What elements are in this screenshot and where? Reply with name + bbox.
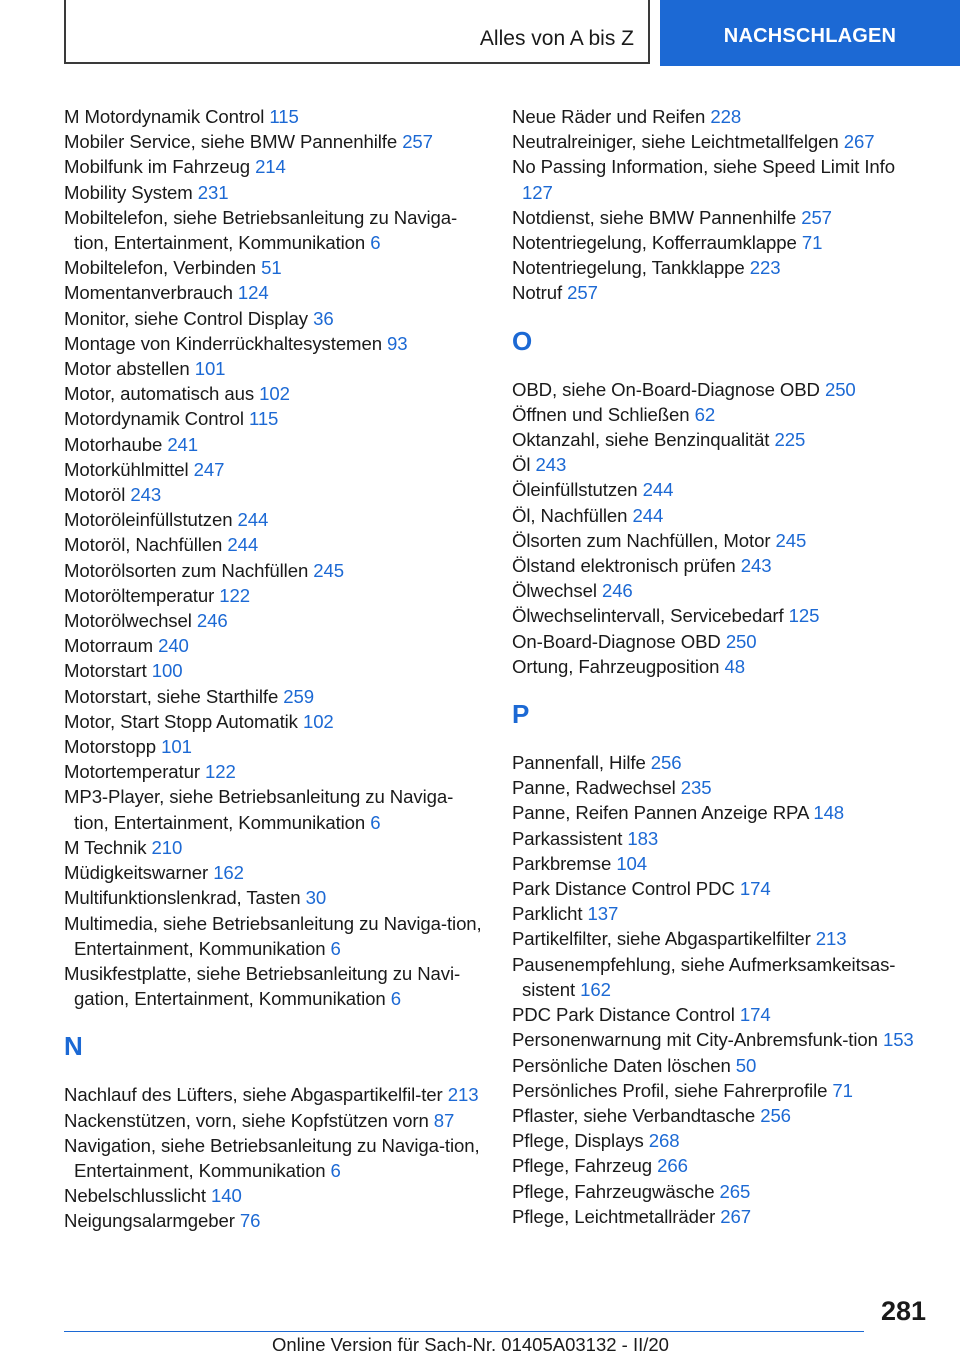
header-divider	[648, 0, 650, 64]
index-entry	[512, 230, 930, 255]
index-entry-text: Nackenstützen, vorn, siehe Kopfstützen vorn	[64, 1109, 429, 1131]
page-link[interactable]: 100	[151, 660, 183, 682]
index-entry-text: Mobilfunk im Fahrzeug	[64, 156, 250, 178]
page-link[interactable]: 267	[720, 1205, 751, 1227]
index-entry	[512, 553, 930, 578]
page-link[interactable]: 241	[167, 433, 199, 455]
index-entry-text: Mobiler Service, siehe BMW Pannenhilfe	[64, 131, 398, 153]
index-entry	[512, 129, 930, 154]
page-link[interactable]: 223	[749, 257, 781, 279]
index-entry-text: Nachlauf des Lüfters, siehe Abgaspartikelfil-ter	[64, 1084, 443, 1106]
index-entry	[512, 280, 930, 305]
page-link[interactable]: 71	[801, 232, 823, 254]
index-entry	[64, 583, 482, 608]
page-link[interactable]: 101	[194, 358, 226, 380]
index-entry	[512, 205, 930, 230]
index-entry	[512, 800, 930, 825]
index-entry-text: Navigation, siehe Betriebsanleitung zu Naviga-tion, Entertainment, Kommunikation	[64, 1134, 480, 1181]
index-entry-text: Neutralreiniger, siehe Leichtmetallfelgen	[512, 131, 839, 153]
page-link[interactable]: 266	[657, 1155, 688, 1177]
index-entry-text: Pannenfall, Hilfe	[512, 752, 646, 774]
chapter-tab-label: NACHSCHLAGEN	[723, 24, 897, 47]
index-entry-text: Motorstopp	[64, 736, 157, 758]
index-entry-text: Öleinfüllstutzen	[512, 479, 638, 501]
page-link[interactable]: 256	[650, 752, 682, 774]
page-link[interactable]: 257	[567, 282, 598, 304]
chapter-tab[interactable]	[660, 0, 960, 66]
page-link[interactable]: 36	[313, 307, 334, 329]
index-entry-text: Oktanzahl, siehe Benzinqualität	[512, 429, 770, 451]
page-link[interactable]: 256	[760, 1104, 791, 1126]
index-entry-text: Monitor, siehe Control Display	[64, 307, 308, 329]
page-link[interactable]: 243	[740, 555, 772, 577]
index-entry	[512, 654, 930, 679]
index-entry	[512, 629, 930, 654]
index-entry	[64, 482, 482, 507]
index-entry-text: Musikfestplatte, siehe Betriebsanleitung zu Navi-gation, Entertainment, Kommunikation	[64, 962, 461, 1010]
page-link[interactable]: 267	[843, 131, 875, 153]
index-entry-text: Mobility System	[64, 181, 193, 203]
index-entry-text: Neue Räder und Reifen	[512, 106, 706, 127]
page-link[interactable]: 115	[248, 408, 279, 430]
page-link[interactable]: 51	[261, 257, 282, 279]
index-entry-text: Motor, automatisch aus	[64, 383, 255, 405]
index-entry	[512, 104, 930, 129]
page-link[interactable]: 240	[158, 635, 189, 657]
index-entry	[64, 734, 482, 759]
index-entry-text: Motoröl, Nachfüllen	[64, 534, 223, 556]
index-entry	[64, 432, 482, 457]
page-link[interactable]: 210	[151, 836, 183, 858]
index-entry	[512, 1204, 930, 1229]
page-link[interactable]: 257	[801, 206, 832, 228]
page-link[interactable]: 243	[130, 484, 162, 506]
page-link[interactable]: 148	[813, 802, 845, 824]
index-entry	[512, 1179, 930, 1204]
index-entry-text: Motorraum	[64, 635, 153, 657]
index-entry	[64, 507, 482, 532]
index-entry-text: Mobiltelefon, Verbinden	[64, 257, 257, 279]
index-entry	[64, 759, 482, 784]
index-entry	[512, 851, 930, 876]
index-entry-text: Pflege, Leichtmetallräder	[512, 1205, 716, 1227]
index-entry	[64, 608, 482, 633]
page-link[interactable]: 6	[370, 811, 381, 833]
index-entry	[64, 911, 482, 961]
index-entry-text: Motorstart	[64, 660, 147, 682]
index-entry-text: No Passing Information, siehe Speed Limit Info	[512, 156, 895, 178]
page-link[interactable]: 235	[680, 777, 712, 799]
footer-text: Online Version für Sach-Nr. 01405A03132 - II/20	[272, 1334, 669, 1355]
index-entry	[512, 1103, 930, 1128]
page-link[interactable]: 213	[447, 1084, 479, 1106]
index-entry-text: Öl	[512, 454, 531, 476]
page-link[interactable]: 50	[735, 1054, 757, 1076]
page-link[interactable]: 153	[882, 1029, 914, 1051]
index-entry	[512, 901, 930, 926]
page-link[interactable]: 268	[648, 1130, 680, 1152]
page-link[interactable]: 246	[196, 610, 228, 632]
page-link[interactable]: 115	[269, 106, 299, 127]
page-link[interactable]: 122	[205, 761, 236, 783]
page-link[interactable]: 76	[239, 1210, 261, 1232]
index-entry	[512, 1153, 930, 1178]
index-entry	[512, 750, 930, 775]
index-entry-text: Notruf	[512, 282, 563, 304]
index-entry	[64, 381, 482, 406]
index-entry-text: OBD, siehe On-Board-Diagnose OBD	[512, 378, 820, 400]
index-entry	[64, 885, 482, 910]
index-entry-text: Motorstart, siehe Starthilfe	[64, 685, 279, 707]
index-entry-text: Motorkühlmittel	[64, 458, 189, 480]
page-link[interactable]: 102	[259, 383, 290, 405]
index-entry	[512, 427, 930, 452]
index-entry	[64, 1108, 482, 1133]
index-entry-text: Parklicht	[512, 903, 583, 925]
index-entry	[512, 775, 930, 800]
index-entry-text: Notentriegelung, Kofferraumklappe	[512, 232, 797, 254]
index-entry	[64, 406, 482, 431]
index-entry-text: Motorölwechsel	[64, 610, 192, 632]
index-entry-text: Motorölsorten zum Nachfüllen	[64, 559, 309, 581]
page-link[interactable]: 6	[330, 937, 341, 959]
index-entry	[512, 926, 930, 951]
index-entry-text: Neigungsalarmgeber	[64, 1210, 235, 1232]
index-entry	[64, 331, 482, 356]
page-link[interactable]: 124	[237, 282, 269, 304]
index-entry	[512, 477, 930, 502]
page-link[interactable]: 102	[302, 710, 334, 732]
index-entry-text: Parkbremse	[512, 852, 612, 874]
index-entry	[64, 961, 482, 1011]
index-entry	[64, 835, 482, 860]
index-entry	[64, 306, 482, 331]
index-letter-heading: P	[512, 699, 530, 730]
page-link[interactable]: 6	[390, 988, 401, 1010]
page-link[interactable]: 250	[824, 378, 856, 400]
page-link[interactable]: 162	[213, 862, 244, 884]
index-entry-text: Motortemperatur	[64, 761, 200, 783]
page-link[interactable]: 244	[632, 504, 664, 526]
index-entry-text: Motor, Start Stopp Automatik	[64, 710, 298, 732]
page-link[interactable]: 225	[774, 429, 806, 451]
page-link[interactable]: 213	[815, 928, 847, 950]
page-link[interactable]: 214	[255, 156, 286, 178]
index-entry	[512, 255, 930, 280]
index-entry-text: Ölwechsel	[512, 580, 597, 602]
index-entry	[512, 503, 930, 528]
index-entry-text: Mobiltelefon, siehe Betriebsanleitung zu Naviga-tion, Entertainment, Kommunikation	[64, 206, 458, 254]
index-entry-text: Personenwarnung mit City-Anbremsfunk-tion	[512, 1029, 878, 1051]
index-entry-text: Partikelfilter, siehe Abgaspartikelfilter	[512, 928, 811, 950]
page-link[interactable]: 6	[330, 1159, 341, 1181]
index-column-left	[64, 104, 482, 1234]
page-link[interactable]: 48	[724, 655, 745, 677]
index-entry	[64, 356, 482, 381]
page-link[interactable]: 246	[601, 580, 633, 602]
page-link[interactable]: 259	[283, 685, 315, 707]
index-entry	[64, 255, 482, 280]
index-entry	[64, 1183, 482, 1208]
index-entry-text: Müdigkeitswarner	[64, 862, 209, 884]
index-entry	[64, 709, 482, 734]
page-link[interactable]: 245	[775, 529, 807, 551]
page-link[interactable]: 183	[627, 827, 659, 849]
index-entry-text: Motor abstellen	[64, 358, 190, 380]
page-link[interactable]: 231	[197, 181, 229, 203]
index-entry-text: Motoröl	[64, 484, 126, 506]
index-entry	[512, 154, 930, 204]
page-link[interactable]: 228	[710, 106, 742, 127]
index-entry-text: On-Board-Diagnose OBD	[512, 630, 721, 652]
index-entry-text: Momentanverbrauch	[64, 282, 233, 304]
page-number: 281	[880, 1296, 926, 1326]
page-link[interactable]: 174	[739, 878, 771, 900]
page-link[interactable]: 250	[725, 630, 757, 652]
index-entry	[512, 1053, 930, 1078]
index-entry-text: Ortung, Fahrzeugposition	[512, 655, 720, 677]
page-link[interactable]: 244	[237, 509, 269, 531]
page-link[interactable]: 30	[305, 887, 327, 909]
index-entry-text: Multifunktionslenkrad, Tasten	[64, 887, 301, 909]
page-link[interactable]: 245	[313, 559, 345, 581]
index-entry	[512, 1002, 930, 1027]
index-entry-text: Notdienst, siehe BMW Pannenhilfe	[512, 206, 797, 228]
index-entry	[64, 205, 482, 255]
index-letter-heading: O	[512, 325, 533, 356]
index-letter-heading: N	[64, 1031, 83, 1062]
page-link[interactable]: 101	[161, 736, 192, 758]
index-entry-text: Öffnen und Schließen	[512, 403, 690, 425]
page-link[interactable]: 140	[211, 1185, 242, 1207]
page-link[interactable]: 127	[522, 181, 553, 203]
index-entry-text: Motoröleinfüllstutzen	[64, 509, 233, 531]
index-entry-text: Pflaster, siehe Verbandtasche	[512, 1104, 756, 1126]
index-entry	[64, 684, 482, 709]
page-link[interactable]: 137	[587, 903, 619, 925]
index-entry-text: Ölstand elektronisch prüfen	[512, 555, 736, 577]
index-entry	[512, 876, 930, 901]
index-entry	[512, 1078, 930, 1103]
page-link[interactable]: 244	[642, 479, 674, 501]
index-entry	[64, 1208, 482, 1233]
index-entry	[512, 528, 930, 553]
index-entry-text: Pflege, Fahrzeugwäsche	[512, 1180, 715, 1202]
index-entry	[64, 457, 482, 482]
index-entry	[64, 1082, 482, 1107]
index-entry-text: Nebelschlusslicht	[64, 1185, 206, 1207]
index-entry-text: Pflege, Fahrzeug	[512, 1155, 653, 1177]
index-entry	[512, 578, 930, 603]
page-link[interactable]: 87	[433, 1109, 455, 1131]
page-link[interactable]: 62	[694, 403, 716, 425]
index-entry-text: MP3-Player, siehe Betriebsanleitung zu Naviga-tion, Entertainment, Kommunikation	[64, 786, 454, 833]
index-column-right	[512, 104, 930, 1229]
index-entry-text: Panne, Radwechsel	[512, 777, 676, 799]
index-entry	[512, 452, 930, 477]
index-entry	[64, 180, 482, 205]
index-entry-text: Multimedia, siehe Betriebsanleitung zu Naviga-tion, Entertainment, Kommunikation	[64, 912, 482, 959]
page-link[interactable]: 71	[832, 1079, 853, 1101]
index-entry-text: Persönliche Daten löschen	[512, 1054, 731, 1076]
index-entry	[64, 860, 482, 885]
header-left-border	[64, 0, 66, 64]
index-entry-text: Parkassistent	[512, 827, 623, 849]
page-link[interactable]: 162	[580, 978, 611, 1000]
index-entry-text: Pflege, Displays	[512, 1130, 644, 1152]
page-link[interactable]: 174	[739, 1004, 771, 1026]
index-entry	[512, 402, 930, 427]
page-link[interactable]: 93	[387, 332, 408, 354]
index-entry	[64, 1133, 482, 1183]
index-entry	[64, 784, 482, 834]
index-entry-text: Motorhaube	[64, 433, 163, 455]
index-entry-text: Montage von Kinderrückhaltesystemen	[64, 332, 382, 354]
index-entry	[64, 658, 482, 683]
index-entry	[512, 377, 930, 402]
index-entry	[64, 154, 482, 179]
index-entry	[512, 952, 930, 1002]
footer-rule	[64, 1331, 864, 1332]
index-entry	[64, 129, 482, 154]
page-link[interactable]: 104	[616, 852, 648, 874]
index-entry-text: Ölsorten zum Nachfüllen, Motor	[512, 529, 771, 551]
index-entry	[512, 1027, 930, 1052]
page-link[interactable]: 122	[219, 584, 251, 606]
index-entry	[64, 558, 482, 583]
section-title: Alles von A bis Z	[479, 27, 634, 50]
index-entry-text: Pausenempfehlung, siehe Aufmerksamkeitsas-sistent	[512, 953, 896, 1000]
index-entry-text: Ölwechselintervall, Servicebedarf	[512, 605, 784, 627]
index-entry-text: Motoröltemperatur	[64, 584, 215, 606]
header-rule	[64, 62, 650, 64]
index-entry-text: Motordynamik Control	[64, 408, 244, 430]
index-entry-text: Panne, Reifen Pannen Anzeige RPA	[512, 802, 809, 824]
index-entry-text: Notentriegelung, Tankklappe	[512, 257, 745, 279]
index-entry	[64, 104, 482, 129]
page-link[interactable]: 244	[227, 534, 259, 556]
index-entry	[512, 603, 930, 628]
page-link[interactable]: 247	[193, 458, 225, 480]
page-link[interactable]: 257	[402, 131, 433, 153]
page-link[interactable]: 6	[370, 232, 381, 254]
index-entry-text: PDC Park Distance Control	[512, 1004, 735, 1026]
index-entry-text: Öl, Nachfüllen	[512, 504, 628, 526]
page-link[interactable]: 265	[719, 1180, 751, 1202]
index-entry	[512, 1128, 930, 1153]
index-entry-text: M Technik	[64, 836, 147, 858]
page-link[interactable]: 125	[788, 605, 820, 627]
index-entry	[64, 280, 482, 305]
index-entry-text: M Motordynamik Control	[64, 106, 265, 127]
index-entry	[512, 826, 930, 851]
index-entry-text: Park Distance Control PDC	[512, 878, 735, 900]
index-entry	[64, 633, 482, 658]
index-entry	[64, 532, 482, 557]
index-entry-text: Persönliches Profil, siehe Fahrerprofile	[512, 1079, 828, 1101]
page-link[interactable]: 243	[535, 454, 567, 476]
